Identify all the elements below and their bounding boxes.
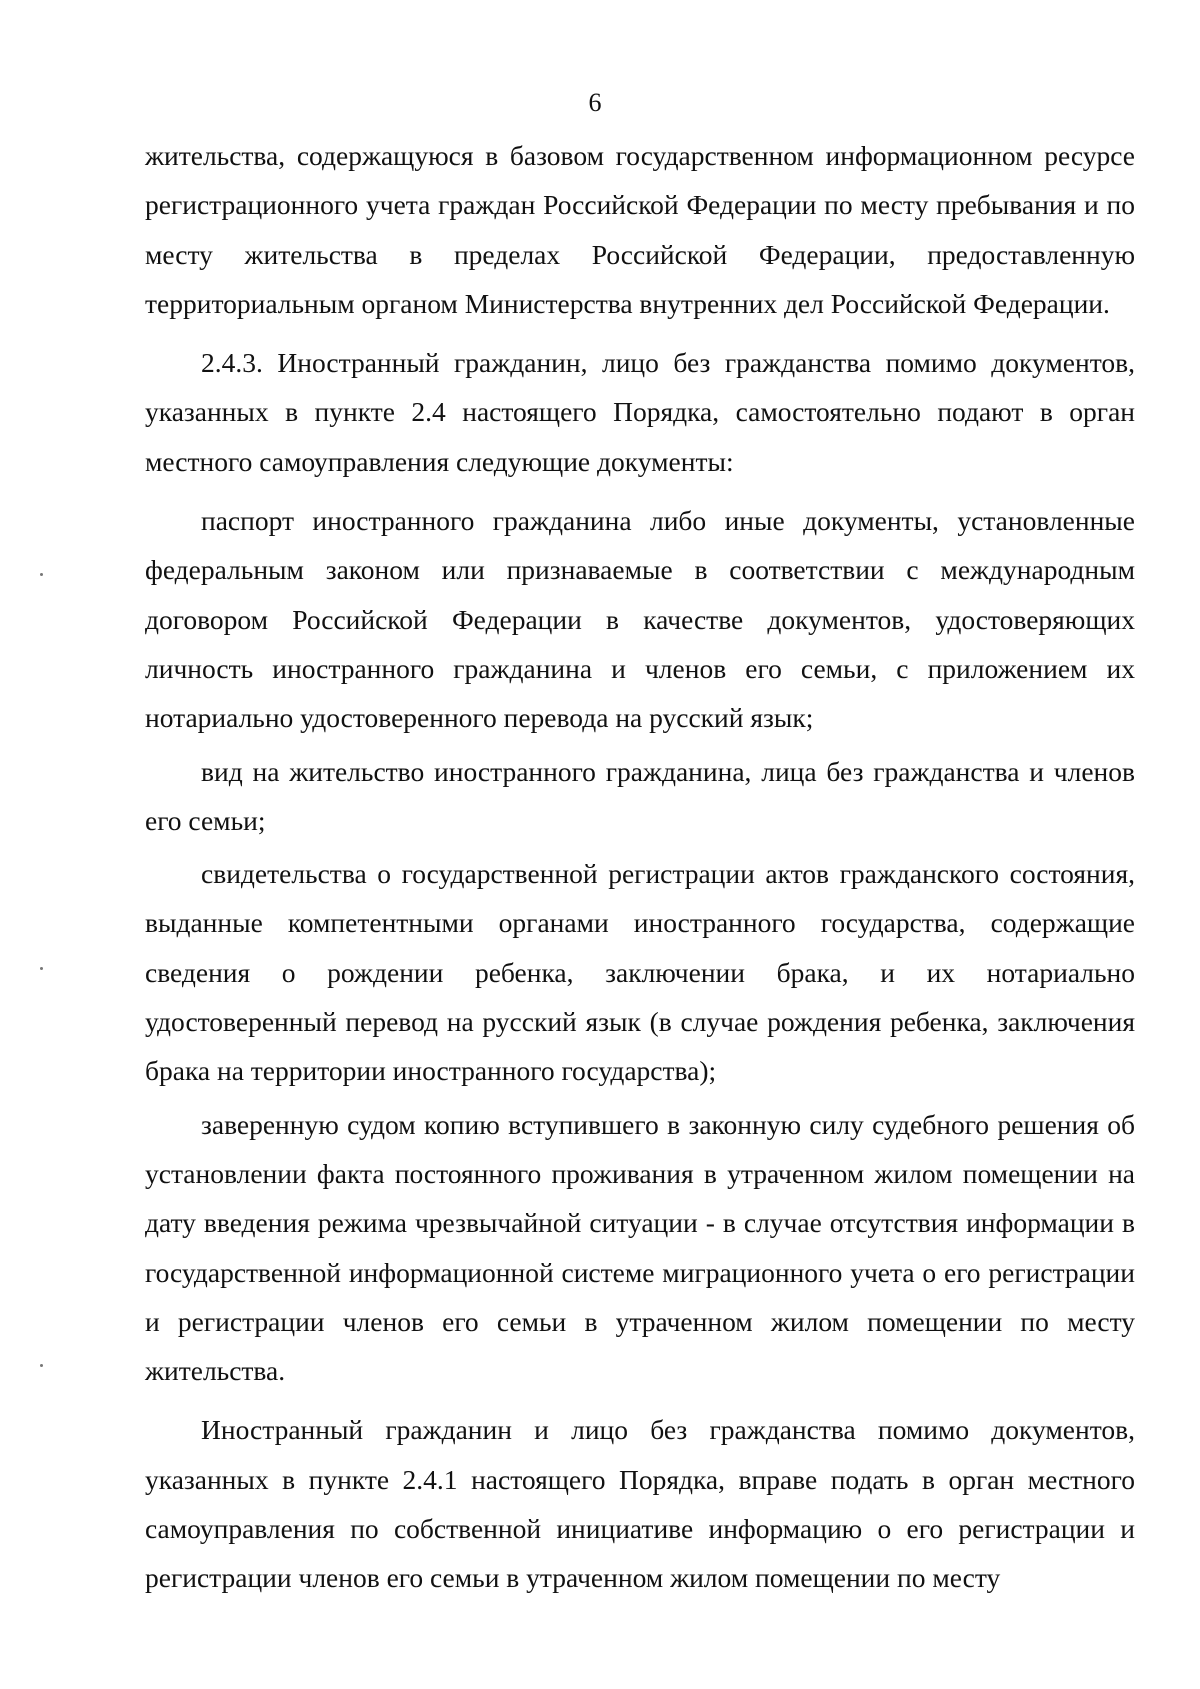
document-body <box>145 131 1135 1603</box>
paragraph-residence-permit: вид на жительство иностранного гражданина, лица без гражданства и членов его семьи; <box>145 755 1135 836</box>
paragraph-2-4-3: 2.4.3. Иностранный гражданин, лицо без гражданства помимо документов, указанных в пункте 2.4 настоящего Порядка, самостоятельно подают в орган местного самоуправления следующие документы: <box>145 347 1135 477</box>
margin-mark <box>40 967 43 970</box>
page-number: 6 <box>588 88 602 117</box>
paragraph-continuation: жительства, содержащуюся в базовом государственном информационном ресурсе регистрационного учета граждан Российской Федерации по месту пребывания и по месту жительства в пределах Российской Федерации, предоставленную территориальным органом Министерства внутренних дел Российской Федерации. <box>145 140 1135 319</box>
paragraph-civil-status-certificates: свидетельства о государственной регистрации актов гражданского состояния, выданные компетентными органами иностранного государства, содержащие сведения о рождении ребенка, заключении брака, и их нотариально удостоверенный перевод на русский язык (в случае рождения ребенка, заключения брака на территории иностранного государства); <box>145 858 1135 1087</box>
margin-mark <box>40 1364 43 1367</box>
paragraph-passport: паспорт иностранного гражданина либо иные документы, установленные федеральным законом или признаваемые в соответствии с международным договором Российской Федерации в качестве документов, удостоверяющих личность иностранного гражданина и членов его семьи, с приложением их нотариально удостоверенного перевода на русский язык; <box>145 505 1135 734</box>
paragraph-own-initiative: Иностранный гражданин и лицо без гражданства помимо документов, указанных в пункте 2.4.1 настоящего Порядка, вправе подать в орган местного самоуправления по собственной инициативе информацию о его регистрации и регистрации членов его семьи в утраченном жилом помещении по месту <box>145 1414 1135 1594</box>
margin-mark <box>40 573 43 576</box>
paragraph-court-decision: заверенную судом копию вступившего в законную силу судебного решения об установлении факта постоянного проживания в утраченном жилом помещении на дату введения режима чрезвычайной ситуации - в случае отсутствия информации в государственной информационной системе миграционного учета о его регистрации и регистрации членов его семьи в утраченном жилом помещении по месту жительства. <box>145 1108 1135 1387</box>
